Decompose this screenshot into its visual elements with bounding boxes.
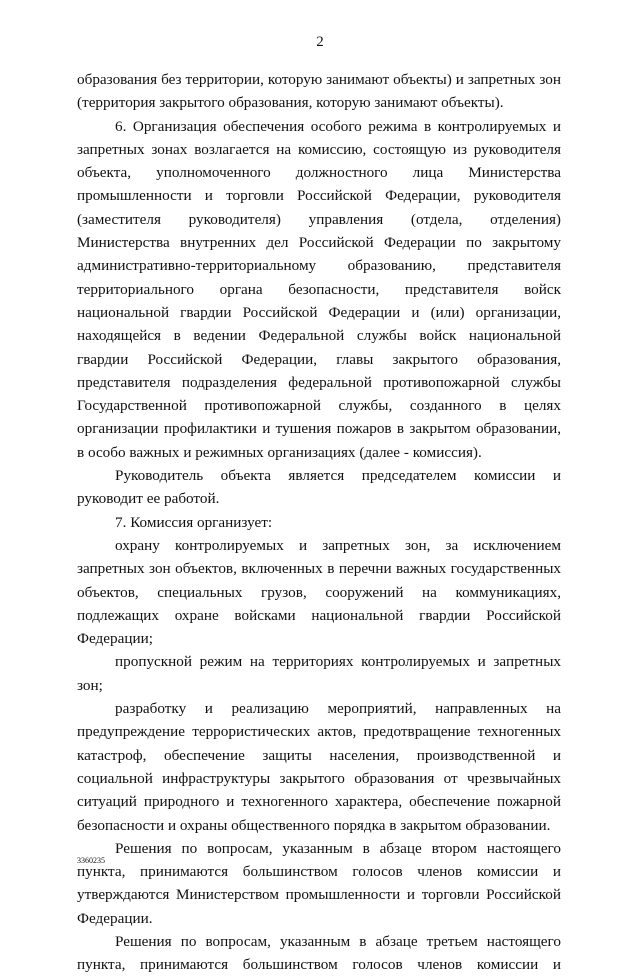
paragraph: пропускной режим на территориях контролируемых и запретных зон; [77,653,561,694]
paragraph: разработку и реализацию мероприятий, направленных на предупреждение террористических актов, предотвращение техногенных катастроф, обеспечение защиты населения, производственной и социальной инфраструктуры закрытого образования от чрезвычайных ситуаций природного и техногенного характера, обеспечение пожарной безопасности и охраны общественного порядка в закрытом образовании. [77,700,561,834]
paragraph: 6. Организация обеспечения особого режима в контролируемых и запретных зонах возлагается на комиссию, состоящую из руководителя объекта, уполномоченного должностного лица Министерства промышленности и торговли Российской Федерации, руководителя (заместителя руководителя) управления (отдела, отделения) Министерства внутренних дел Российской Федерации по закрытому административно-территориальному образованию, представителя территориального органа безопасности, представителя войск национальной гвардии Российской Федерации и (или) организации, находящейся в ведении Федеральной службы войск национальной гвардии Российской Федерации, главы закрытого образования, представителя подразделения федеральной противопожарной службы Государственной противопожарной службы, созданного в целях организации профилактики и тушения пожаров в закрытом образовании, в особо важных и режимных организациях (далее - комиссия). [77,117,561,461]
paragraph: охрану контролируемых и запретных зон, за исключением запретных зон объектов, включенных в перечни важных государственных объектов, специальных грузов, сооружений на коммуникациях, подлежащих охране войсками национальной гвардии Российской Федерации; [77,536,561,648]
paragraph: 7. Комиссия организует: [115,513,273,531]
paragraph: образования без территории, которую занимают объекты) и запретных зон (территория закрытого образования, которую занимают объекты). [77,71,561,112]
paragraph: Руководитель объекта является председателем комиссии и руководит ее работой. [77,467,561,508]
page-number: 2 [316,34,324,50]
document-code: 3360235 [77,856,105,865]
document-body [77,68,561,977]
paragraph-continued: Решения по вопросам, указанным в абзаце третьем настоящего пункта, принимаются большинством голосов членов комиссии и [77,932,561,974]
paragraph: Решения по вопросам, указанным в абзаце втором настоящего пункта, принимаются большинством голосов членов комиссии и утверждаются Министерством промышленности и торговли Российской Федерации. [77,839,561,927]
